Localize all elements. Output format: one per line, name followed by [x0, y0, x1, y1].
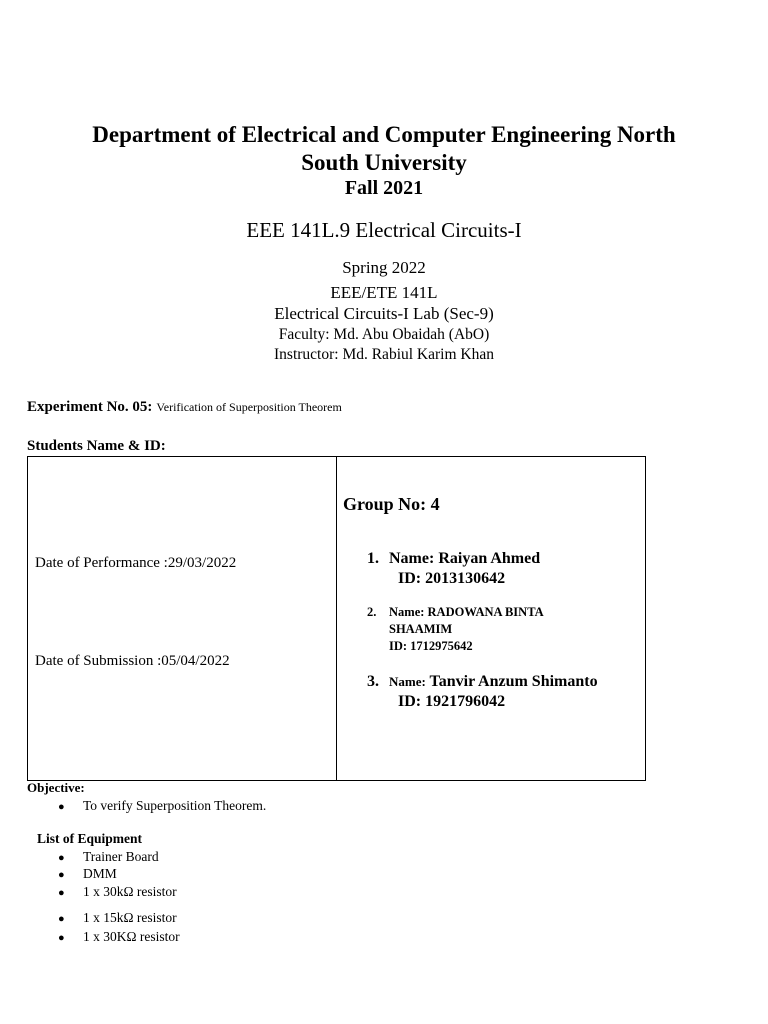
lab-name: Electrical Circuits-I Lab (Sec-9)	[274, 304, 494, 323]
semester: Spring 2022	[342, 258, 426, 277]
title-line-2: South University	[301, 150, 467, 175]
table-divider	[336, 456, 337, 780]
students-heading: Students Name & ID:	[27, 438, 166, 454]
member-name-label: Name:	[389, 605, 425, 619]
member-number: 2.	[367, 605, 377, 619]
member-name-label: Name:	[389, 674, 426, 689]
experiment-label: Experiment No. 05:	[27, 399, 153, 415]
course-code: EEE/ETE 141L	[330, 283, 438, 302]
member-name-label: Name:	[389, 550, 435, 567]
member-name-continued: SHAAMIM	[389, 622, 453, 636]
course-title: EEE 141L.9 Electrical Circuits-I	[246, 218, 522, 242]
bullet-icon: ●	[58, 869, 65, 881]
bullet-icon: ●	[58, 801, 65, 813]
bullet-icon: ●	[58, 852, 65, 864]
title-line-1: Department of Electrical and Computer Engineering North	[92, 122, 676, 147]
member-name: RADOWANA BINTA	[427, 605, 544, 619]
term: Fall 2021	[344, 177, 424, 199]
group-number: Group No: 4	[343, 494, 440, 514]
member-3	[367, 672, 598, 712]
list-item: ● 1 x 30KΩ resistor	[58, 929, 180, 944]
equipment-heading: List of Equipment	[37, 831, 143, 846]
instructor: Instructor: Md. Rabiul Karim Khan	[274, 346, 494, 363]
page-title	[0, 121, 768, 177]
member-id: ID: 1921796042	[398, 693, 506, 710]
list-item: ● DMM	[58, 866, 117, 881]
date-of-performance: Date of Performance :29/03/2022	[35, 555, 237, 571]
member-name: Tanvir Anzum Shimanto	[429, 673, 598, 690]
member-number: 1.	[367, 550, 379, 567]
list-item: ● To verify Superposition Theorem.	[58, 798, 267, 813]
list-item: ● 1 x 30kΩ resistor	[58, 884, 177, 899]
member-name: Raiyan Ahmed	[438, 550, 541, 567]
member-id: ID: 1712975642	[389, 639, 473, 653]
faculty: Faculty: Md. Abu Obaidah (AbO)	[278, 326, 490, 343]
experiment-title: Verification of Superposition Theorem	[156, 400, 342, 414]
bullet-icon: ●	[58, 887, 65, 899]
date-of-submission: Date of Submission :05/04/2022	[35, 653, 230, 669]
experiment-line	[27, 398, 342, 416]
member-id: ID: 2013130642	[398, 570, 506, 587]
bullet-icon: ●	[58, 932, 65, 944]
member-1	[367, 549, 540, 589]
objective-heading: Objective:	[27, 780, 85, 795]
list-item: ● 1 x 15kΩ resistor	[58, 910, 177, 925]
bullet-icon: ●	[58, 913, 65, 925]
list-item: ● Trainer Board	[58, 849, 159, 864]
member-number: 3.	[367, 673, 379, 690]
member-2	[367, 604, 544, 655]
